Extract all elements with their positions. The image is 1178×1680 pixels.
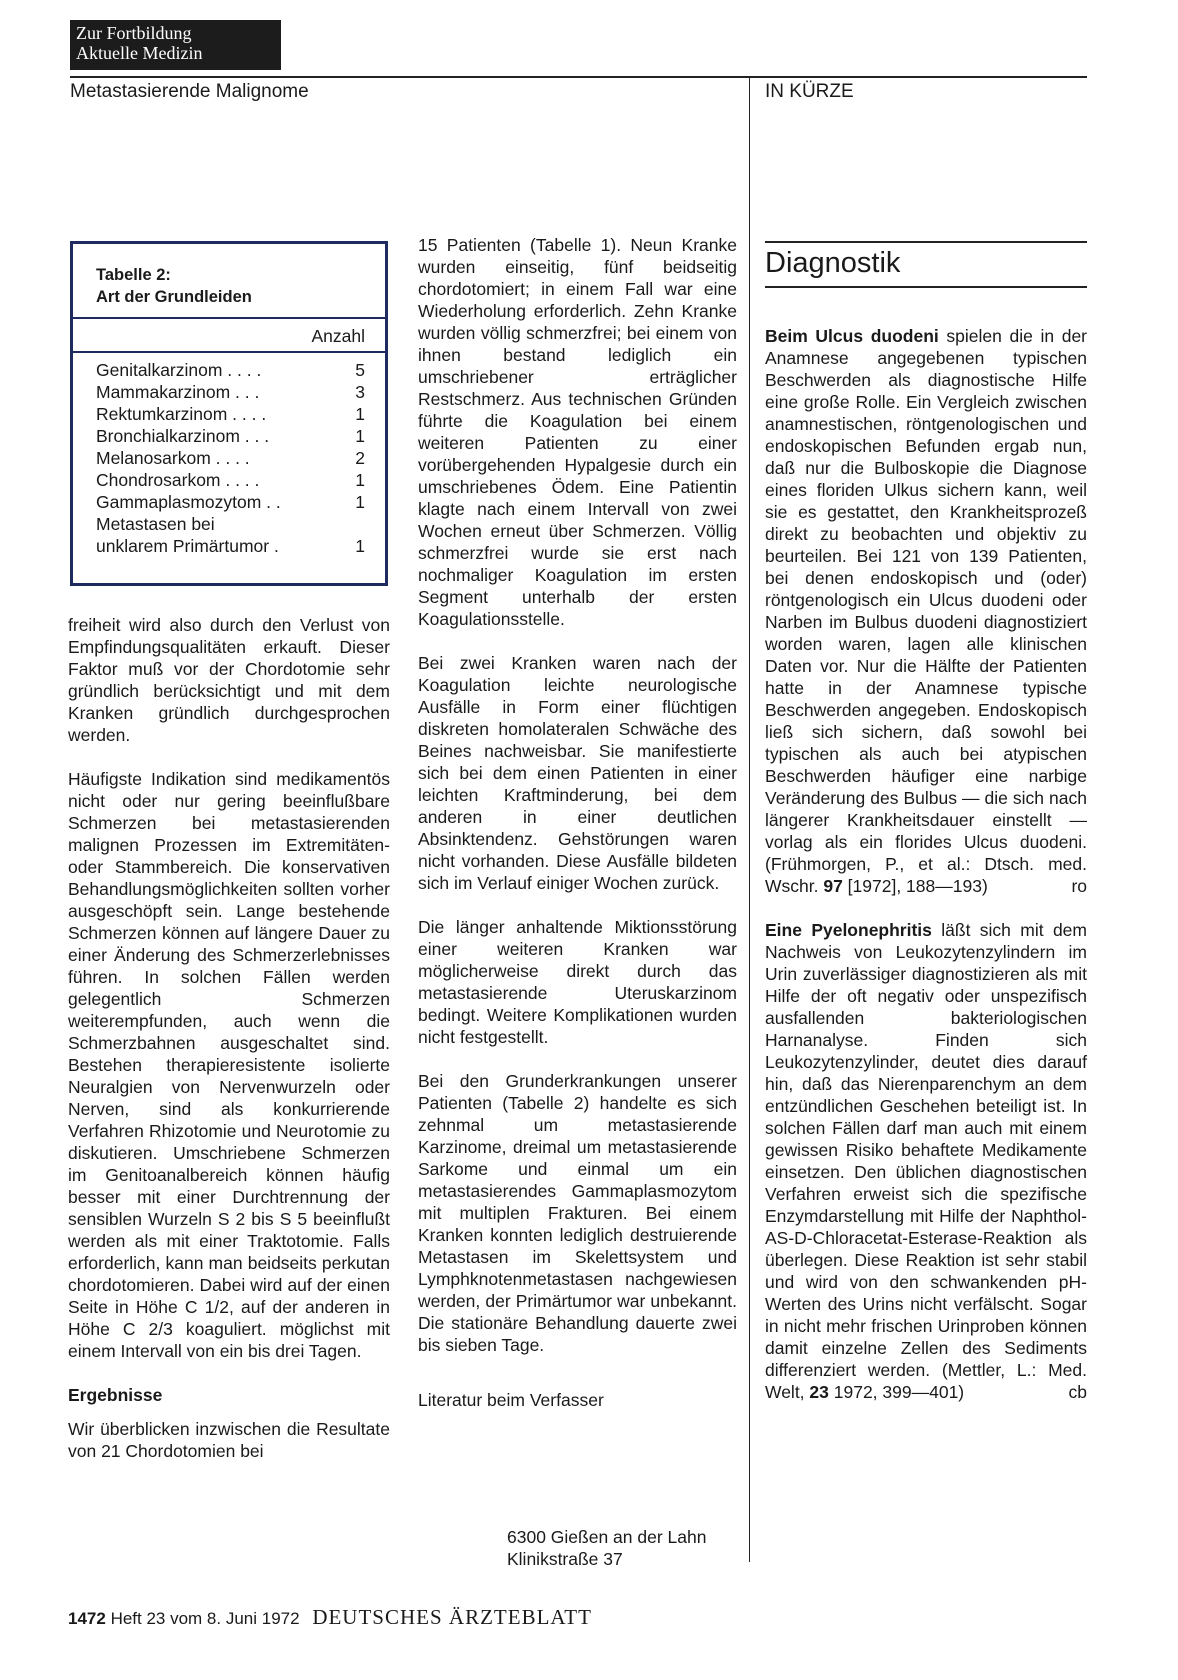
column-3 [765, 325, 1087, 1403]
header-right: IN KÜRZE [765, 81, 854, 102]
table-title-2: Art der Grundleiden [96, 288, 252, 306]
table-row: Rektumkarzinom . . . . 1 [96, 404, 365, 424]
lead-pyelonephritis: Eine Pyelonephritis [765, 920, 932, 940]
section-badge [70, 20, 281, 70]
table-row: Bronchialkarzinom . . . 1 [96, 426, 365, 446]
col2-paragraph-2: Bei zwei Kranken waren nach der Koagulation leichte neurologische Ausfälle in Form einer flüchtigen diskreten homolateralen Schwäche des Beines nachweisbar. Sie manifestierte sich bei dem einen Patienten in einer leichten Kraftminderung, bei dem anderen in einer deutlichen Absinktendenz. Gehstörungen waren nicht vorhanden. Diese Ausfälle bildeten sich im Verlauf einiger Wochen zurück. [418, 653, 737, 893]
col2-paragraph-1: 15 Patienten (Tabelle 1). Neun Kranke wurden einseitig, fünf beidseitig chordotomiert; in einem Fall war eine Wiederholung erforderlich. Zehn Kranke wurden völlig schmerzfrei; bei einem von ihnen bestand lediglich ein umschriebener erträglicher Restschmerz. Aus technischen Gründen führte die Koagulation bei einem weiteren Patienten zu einer vorübergehenden Hypalgesie durch ein umschriebenes Ödem. Eine Patientin klagte nach einem Intervall von zwei Wochen erneut über Schmerzen. Völlig schmerzfrei wurde sie erst nach nochmaliger Koagulation im ersten Segment unterhalb der ersten Koagulationsstelle. [418, 235, 737, 629]
col1-paragraph-1: freiheit wird also durch den Verlust von Empfindungsqualitäten erkauft. Dieser Faktor muß vor der Chordotomie sehr gründlich berücksichtigt und mit dem Kranken gründlich durchgesprochen werden. [68, 615, 390, 745]
table-column-header: Anzahl [311, 326, 365, 346]
table-title-1: Tabelle 2: [96, 266, 171, 284]
table-title [96, 264, 252, 308]
table-rule-top [73, 317, 385, 319]
table-row: Metastasen bei [96, 514, 215, 534]
table-row: Melanosarkom . . . . 2 [96, 448, 365, 468]
col1-paragraph-3: Wir überblicken inzwischen die Resultate von 21 Chordotomien bei [68, 1419, 390, 1461]
table-row: Genitalkarzinom . . . . 5 [96, 360, 365, 380]
diagnostik-rule-top [765, 241, 1087, 243]
column-2 [418, 234, 737, 1411]
col3-paragraph-1: Beim Ulcus duodeni spielen die in der Anamnese angegebenen typischen Beschwerden als diagnostische Hilfe eine große Rolle. Ein Vergleich zwischen anamnestischen, röntgenologischen und endoskopischen Befunden ergab nun, daß nur die Bulboskopie die Diagnose eines floriden Ulkus sichern kann, weil sie es gestattet, den Krankheitsprozeß direkt zu beobachten und objektiv zu beurteilen. Bei 121 von 139 Patienten, bei denen endoskopisch und (oder) röntgenologisch ein Ulcus duodeni oder Narben im Bulbus duodeni diagnostiziert worden waren, lagen alle klinischen Daten vor. Nur die Hälfte der Patienten hatte in der Anamnese typische Beschwerden angegeben. Endoskopisch ließ sich sichern, daß sowohl bei typischen als auch bei atypischen Beschwerden häufiger eine narbige Veränderung des Bulbus — die sich nach längerer Krankheitsdauer einstellt — vorlag als ein florides Ulcus duodeni. (Frühmorgen, P., et al.: Dtsch. med. Wschr. 97 [1972], 188—193) ro [765, 326, 1088, 896]
author-sign-ro: ro [1071, 876, 1087, 896]
diagnostik-rule-bottom [765, 286, 1087, 288]
header-left: Metastasierende Malignome [70, 81, 309, 102]
table-row: Mammakarzinom . . . 3 [96, 382, 365, 402]
table-row: Chondrosarkom . . . . 1 [96, 470, 365, 490]
table-rows [96, 359, 365, 557]
lead-ulcus: Beim Ulcus duodeni [765, 326, 939, 346]
section-heading-ergebnisse: Ergebnisse [68, 1385, 163, 1405]
literature-note: Literatur beim Verfasser [418, 1390, 604, 1410]
header-rule [70, 76, 1087, 78]
table-row: unklarem Primärtumor . 1 [96, 536, 365, 556]
table-row: Gammaplasmozytom . . 1 [96, 492, 365, 512]
section-title-diagnostik: Diagnostik [765, 247, 901, 279]
col2-paragraph-4: Bei den Grunderkrankungen unserer Patienten (Tabelle 2) handelte es sich zehnmal um metastasierende Karzinome, dreimal um metastasierende Sarkome und einmal um ein metastasierendes Gammaplasmozytom mit multiplen Frakturen. Bei einem Kranken konnten lediglich destruierende Metastasen im Skelettsystem und Lymphknotenmetastasen nachgewiesen werden, der Primärtumor war unbekannt. Die stationäre Behandlung dauerte zwei bis sieben Tage. [418, 1071, 737, 1355]
page-footer [68, 1605, 592, 1630]
column-divider [749, 76, 750, 1562]
issue-info: Heft 23 vom 8. Juni 1972 [110, 1609, 300, 1628]
column-1 [68, 614, 390, 1462]
col3-paragraph-2: Eine Pyelonephritis läßt sich mit dem Nachweis von Leukozytenzylindern im Urin zuverlässiger diagnostizieren als mit Hilfe der oft negativ oder unspezifisch ausfallenden bakteriologischen Harnanalyse. Finden sich Leukozytenzylinder, deutet dies darauf hin, daß das Nierenparenchym an dem entzündlichen Geschehen beteiligt ist. In solchen Fällen darf man auch mit einem gewissen Risiko behaftete Medikamente einsetzen. Den üblichen diagnostischen Verfahren erweist sich die spezifische Enzymdarstellung mit Hilfe der Naphthol-AS-D-Chloracetat-Esterase-Reaktion als überlegen. Diese Reaktion ist sehr stabil und wird von den schwankenden pH-Werten des Urins nicht verfälscht. Sogar in nicht mehr frischen Urinproben können damit einzelne Zellen des Sediments differenziert werden. (Mettler, L.: Med. Welt, 23 1972, 399—401) cb [765, 920, 1087, 1402]
author-address-2: Klinikstraße 37 [507, 1549, 623, 1569]
badge-line-2: Aktuelle Medizin [76, 43, 203, 63]
col2-paragraph-3: Die länger anhaltende Miktionsstörung einer weiteren Kranken war möglicherweise direkt durch das metastasierende Uteruskarzinom bedingt. Weitere Komplikationen wurden nicht festgestellt. [418, 917, 737, 1047]
journal-name: DEUTSCHES ÄRZTEBLATT [312, 1605, 592, 1629]
author-address-1: 6300 Gießen an der Lahn [507, 1527, 707, 1547]
page-number: 1472 [68, 1609, 106, 1628]
table-2 [70, 241, 388, 586]
col1-paragraph-2: Häufigste Indikation sind medikamentös nicht oder nur gering beeinflußbare Schmerzen bei metastasierenden malignen Prozessen im Extremitäten- oder Stammbereich. Die konservativen Behandlungsmöglichkeiten sollten vorher ausgeschöpft sein. Lange bestehende Schmerzen können auf längere Dauer zu einer Änderung des Schmerzerlebnisses führen. In solchen Fällen werden gelegentlich Schmerzen weiterempfunden, auch wenn die Schmerzbahnen ausgeschaltet sind. Bestehen therapieresistente isolierte Neuralgien von Nervenwurzeln oder Nerven, sind als konkurrierende Verfahren Rhizotomie und Neurotomie zu diskutieren. Umschriebene Schmerzen im Genitoanalbereich können häufig besser mit einer Durchtrennung der sensiblen Wurzeln S 2 bis S 5 beeinflußt werden als mit einer Traktotomie. Falls erforderlich, kann man beidseits perkutan chordotomieren. Dabei wird auf der einen Seite in Höhe C 1/2, auf der anderen in Höhe C 2/3 koaguliert. möglichst mit einem Intervall von ein bis drei Tagen. [68, 769, 390, 1361]
table-rule-mid [73, 351, 385, 353]
badge-line-1: Zur Fortbildung [76, 23, 192, 43]
author-sign-cb: cb [1068, 1382, 1087, 1402]
